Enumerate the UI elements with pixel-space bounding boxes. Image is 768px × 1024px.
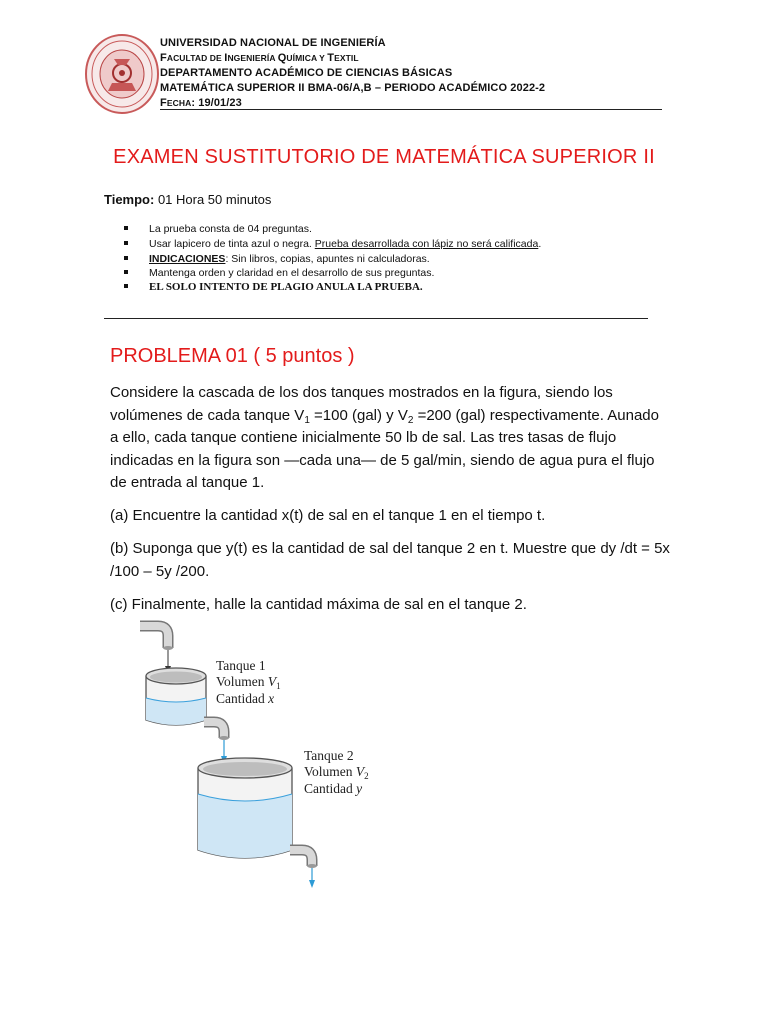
- header-divider: [160, 109, 662, 110]
- tank1-quantity: Cantidad x: [216, 691, 275, 706]
- list-item: La prueba consta de 04 preguntas.: [112, 222, 632, 237]
- tank1-volume: Volumen $V_1$: [216, 674, 281, 691]
- tank-cascade-figure: [128, 618, 388, 898]
- list-item: INDICACIONES: Sin libros, copias, apuntes ni calculadoras.: [112, 252, 632, 267]
- problem-statement: Considere la cascada de los dos tanques mostrados en la figura, siendo los volúmenes de cada tanque $V_1 =100$ (gal) y $V_2 =200$ (gal) respectivamente. Aunado a ello, cada tanque contiene inicialmente 50 lb de sal. Las tres tasas de flujo indicadas en la figura son —cada una— de 5 gal/min, siendo de agua pura el flujo de entrada al tanque 1.: [110, 384, 659, 491]
- tank2-label: Tanque 2: [304, 748, 354, 763]
- course-name: MATEMÁTICA SUPERIOR II BMA-06/A,B – PERIODO ACADÉMICO 2022-2: [160, 82, 546, 94]
- university-seal-logo: [84, 33, 160, 115]
- tank2-quantity: Cantidad y: [304, 781, 363, 796]
- list-item: Mantenga orden y claridad en el desarrollo de sus preguntas.: [112, 267, 632, 280]
- department-name: DEPARTAMENTO ACADÉMICO DE CIENCIAS BÁSICAS: [160, 67, 453, 79]
- header-block: [160, 36, 670, 111]
- exam-title: EXAMEN SUSTITUTORIO DE MATEMÁTICA SUPERIOR II: [113, 146, 655, 168]
- tank1-label: Tanque 1: [216, 658, 266, 673]
- tank2-volume: Volumen $V_2$: [304, 764, 369, 781]
- list-item: Usar lapicero de tinta azul o negra. Prueba desarrollada con lápiz no será calificada.: [112, 237, 632, 252]
- university-name: UNIVERSIDAD NACIONAL DE INGENIERÍA: [160, 37, 386, 49]
- faculty-name: FACULTAD DE INGENIERÍA QUÍMICA Y TEXTIL: [160, 52, 359, 64]
- problem-part-a: (a) Encuentre la cantidad x(t) de sal en el tanque 1 en el tiempo t.: [110, 507, 546, 524]
- list-item: EL SOLO INTENTO DE PLAGIO ANULA LA PRUEBA.: [112, 280, 632, 295]
- problem-part-b: (b) Suponga que y(t) es la cantidad de sal del tanque 2 en t. Muestre que dy /dt = 5x /100 – 5y /200.: [110, 540, 670, 580]
- time-allowed: Tiempo: 01 Hora 50 minutos: [104, 192, 272, 207]
- problem-title: PROBLEMA 01 ( 5 puntos ): [110, 345, 355, 367]
- exam-date: FECHA: 19/01/23: [160, 97, 242, 109]
- problem-part-c: (c) Finalmente, halle la cantidad máxima de sal en el tanque 2.: [110, 596, 527, 613]
- section-divider: [104, 318, 648, 319]
- exam-rules-list: [112, 222, 632, 295]
